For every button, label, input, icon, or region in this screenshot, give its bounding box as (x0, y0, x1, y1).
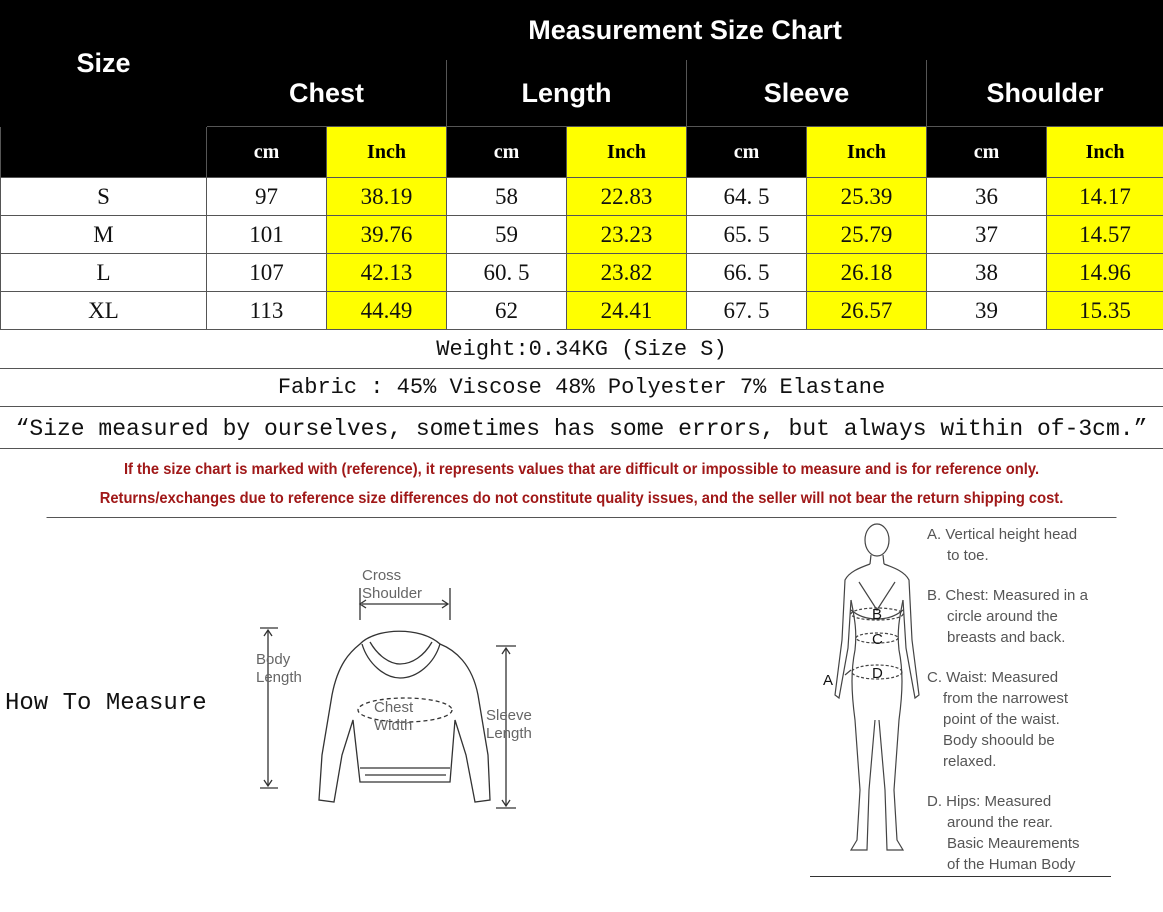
value-cell: 113 (207, 292, 327, 330)
legend-item (927, 791, 1157, 875)
table-row (1, 216, 1163, 254)
legend-line: from the narrowest (943, 690, 1069, 707)
legend-line: Body shoould be (943, 732, 1055, 749)
legend-line: point of the waist. (943, 711, 1060, 728)
value-cell: 38 (927, 254, 1047, 292)
group-header-length: Length (447, 60, 687, 127)
body-label-b: B (872, 606, 883, 623)
garment-diagram (250, 560, 550, 820)
value-cell: 58 (447, 178, 567, 216)
body-diagram (815, 520, 920, 870)
value-cell: 25.79 (807, 216, 927, 254)
legend-baseline-divider (810, 876, 1111, 877)
value-cell: 26.18 (807, 254, 927, 292)
unit-header: cm (447, 127, 567, 178)
value-cell: 38.19 (327, 178, 447, 216)
sleeve-length-label: Sleeve (486, 707, 532, 724)
size-header-blank (1, 127, 207, 178)
legend-line: A. Vertical height head (927, 526, 1078, 543)
legend-item (927, 667, 1157, 772)
value-cell: 66. 5 (687, 254, 807, 292)
value-cell: 26.57 (807, 292, 927, 330)
group-header-shoulder: Shoulder (927, 60, 1163, 127)
legend-line: breasts and back. (947, 629, 1066, 646)
value-cell: 42.13 (327, 254, 447, 292)
size-header: Size (1, 1, 207, 127)
value-cell: 101 (207, 216, 327, 254)
unit-header: cm (927, 127, 1047, 178)
value-cell: 62 (447, 292, 567, 330)
value-cell: 39.76 (327, 216, 447, 254)
cross-shoulder-label: Cross (362, 567, 402, 584)
body-label-d: D (872, 665, 883, 682)
chest-width-label: Chest (374, 699, 414, 716)
body-length-label: Body (256, 651, 291, 668)
group-header-chest: Chest (207, 60, 447, 127)
legend-line: of the Human Body (947, 856, 1076, 873)
table-row (1, 178, 1163, 216)
chart-title: Measurement Size Chart (207, 1, 1163, 60)
sleeve-length-label: Length (486, 725, 532, 742)
chest-width-label: Width (374, 717, 413, 734)
weight-info: Weight:0.34KG (Size S) (0, 332, 1163, 369)
body-length-label: Length (256, 669, 302, 686)
legend-line: around the rear. (947, 814, 1053, 831)
value-cell: 15.35 (1047, 292, 1163, 330)
value-cell: 25.39 (807, 178, 927, 216)
value-cell: 64. 5 (687, 178, 807, 216)
measurement-disclaimer: “Size measured by ourselves, sometimes has some errors, but always within of-3cm.” (0, 407, 1163, 449)
size-cell: M (1, 216, 207, 254)
value-cell: 36 (927, 178, 1047, 216)
size-cell: S (1, 178, 207, 216)
value-cell: 44.49 (327, 292, 447, 330)
value-cell: 60. 5 (447, 254, 567, 292)
legend-line: to toe. (947, 547, 989, 564)
value-cell: 97 (207, 178, 327, 216)
cross-shoulder-label: Shoulder (362, 585, 423, 602)
legend-line: circle around the (947, 608, 1058, 625)
size-cell: XL (1, 292, 207, 330)
unit-header: Inch (327, 127, 447, 178)
value-cell: 14.17 (1047, 178, 1163, 216)
reference-notes (47, 449, 1117, 518)
value-cell: 37 (927, 216, 1047, 254)
value-cell: 14.96 (1047, 254, 1163, 292)
body-label-c: C (872, 631, 883, 648)
value-cell: 24.41 (567, 292, 687, 330)
group-header-sleeve: Sleeve (687, 60, 927, 127)
unit-header: cm (207, 127, 327, 178)
value-cell: 23.82 (567, 254, 687, 292)
reference-note-line: Returns/exchanges due to reference size differences do not constitute quality issues, and the seller will not bear the return shipping cost. (99, 490, 1064, 507)
value-cell: 22.83 (567, 178, 687, 216)
legend-line: Basic Meaurements (947, 835, 1080, 852)
legend-line: D. Hips: Measured (927, 793, 1052, 810)
value-cell: 23.23 (567, 216, 687, 254)
unit-header: Inch (807, 127, 927, 178)
value-cell: 14.57 (1047, 216, 1163, 254)
size-cell: L (1, 254, 207, 292)
value-cell: 67. 5 (687, 292, 807, 330)
how-to-measure-label: How To Measure (5, 690, 207, 717)
value-cell: 59 (447, 216, 567, 254)
legend-item (927, 524, 1157, 566)
unit-header: Inch (567, 127, 687, 178)
table-row (1, 292, 1163, 330)
fabric-info: Fabric : 45% Viscose 48% Polyester 7% Elastane (0, 369, 1163, 407)
measurement-legend (927, 524, 1157, 894)
legend-line: relaxed. (943, 753, 997, 770)
body-label-a: A (823, 672, 834, 689)
legend-item (927, 585, 1157, 648)
size-chart-table (0, 0, 1163, 330)
legend-line: B. Chest: Measured in a (927, 587, 1088, 604)
value-cell: 107 (207, 254, 327, 292)
reference-note-line: If the size chart is marked with (reference), it represents values that are difficult or impossible to measure and is for reference only. (123, 461, 1040, 478)
legend-line: C. Waist: Measured (927, 669, 1059, 686)
value-cell: 39 (927, 292, 1047, 330)
unit-header: Inch (1047, 127, 1163, 178)
unit-header: cm (687, 127, 807, 178)
value-cell: 65. 5 (687, 216, 807, 254)
table-row (1, 254, 1163, 292)
